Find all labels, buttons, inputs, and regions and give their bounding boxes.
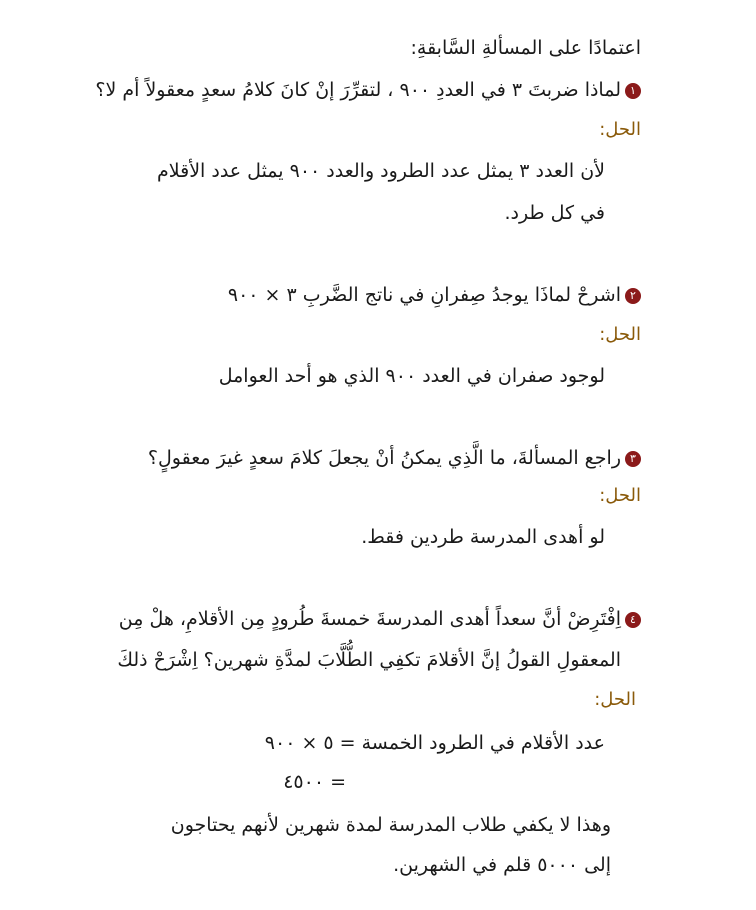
answer-line: لو أهدى المدرسة طردين فقط. — [361, 526, 605, 548]
question-2 — [228, 281, 641, 309]
answer-line: إلى ٥٠٠٠ قلم في الشهرين. — [393, 854, 611, 876]
question-1 — [95, 76, 641, 104]
solution-label: الحل: — [599, 119, 641, 140]
question-3 — [148, 444, 641, 472]
question-number-badge: ٢ — [625, 288, 641, 304]
answer-line: عدد الأقلام في الطرود الخمسة = ٥ × ٩٠٠ — [264, 732, 605, 754]
question-text: راجع المسألةَ، ما الَّذِي يمكنُ أنْ يجعلَ كلامَ سعدٍ غيرَ معقولٍ؟ — [147, 447, 621, 469]
question-text: اشرحْ لماذَا يوجدُ صِفرانِ في ناتج الضَّربِ ٣ × ٩٠٠ — [227, 284, 621, 306]
solution-label: الحل: — [599, 324, 641, 345]
question-number-badge: ٤ — [625, 612, 641, 628]
intro-heading: اعتمادًا على المسألةِ السَّابقةِ: — [410, 37, 641, 59]
question-number-badge: ١ — [625, 83, 641, 99]
answer-line: لوجود صفران في العدد ٩٠٠ الذي هو أحد العوامل — [218, 365, 605, 387]
question-text: اِفْتَرِضْ أنَّ سعداً أهدى المدرسةَ خمسةَ طُرودٍ مِن الأقلامِ، هلْ مِن — [118, 608, 621, 630]
answer-line: وهذا لا يكفي طلاب المدرسة لمدة شهرين لأنهم يحتاجون — [170, 814, 611, 836]
answer-line: في كل طرد. — [504, 202, 605, 224]
answer-line: لأن العدد ٣ يمثل عدد الطرود والعدد ٩٠٠ يمثل عدد الأقلام — [157, 160, 605, 182]
question-4 — [119, 605, 641, 633]
question-text-continued: المعقولِ القولُ إنَّ الأقلامَ تكفِي الطُّلَّابَ لمدَّةِ شهرين؟ اِشْرَحْ ذلكَ — [117, 649, 621, 671]
answer-line: = ٤٥٠٠ — [283, 771, 346, 793]
solution-label: الحل: — [594, 689, 636, 710]
question-number-badge: ٣ — [625, 451, 641, 467]
solution-label: الحل: — [599, 485, 641, 506]
question-text: لماذا ضربتَ ٣ في العددِ ٩٠٠ ، لتقرِّرَ إنْ كانَ كلامُ سعدٍ معقولاً أم لا؟ — [95, 79, 621, 101]
